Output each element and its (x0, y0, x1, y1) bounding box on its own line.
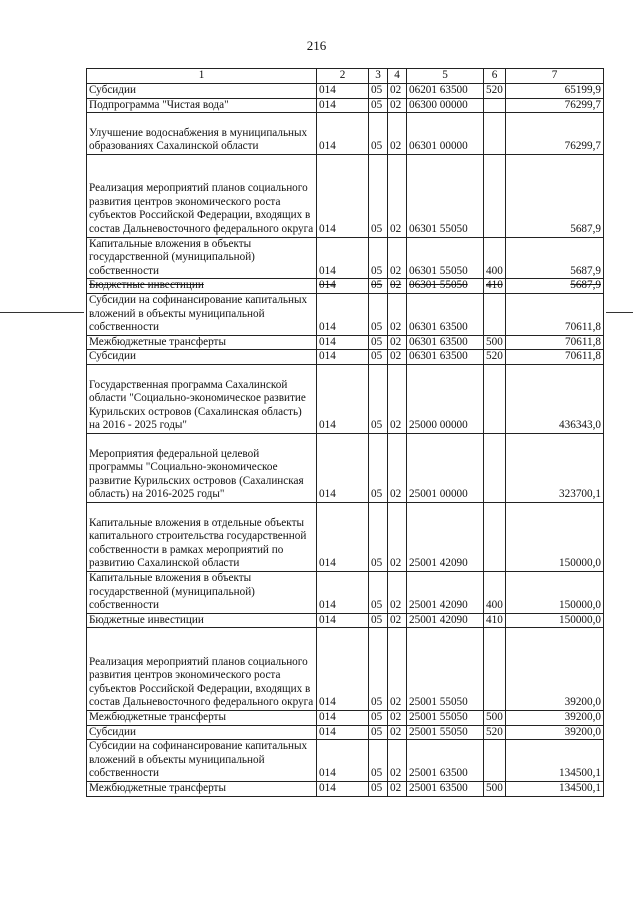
row-name-cell: Бюджетные инвестиции (87, 279, 317, 294)
row-subsection-code: 02 (388, 781, 407, 796)
row-subsection-code: 02 (388, 628, 407, 711)
page-number: 216 (306, 38, 327, 53)
row-target-article-code: 06301 63500 (407, 335, 484, 350)
header-col-5: 5 (407, 69, 484, 84)
row-section-code: 05 (369, 710, 388, 725)
table-row (87, 98, 604, 113)
row-name-cell: Межбюджетные трансферты (87, 335, 317, 350)
header-col-7: 7 (506, 69, 604, 84)
row-subsection-code: 02 (388, 740, 407, 782)
table-row (87, 725, 604, 740)
header-col-2: 2 (317, 69, 369, 84)
table-row (87, 571, 604, 613)
row-sum-value: 76299,7 (506, 98, 604, 113)
table-row (87, 710, 604, 725)
row-ministry-code: 014 (317, 84, 369, 99)
row-section-code: 05 (369, 364, 388, 433)
row-sum-value: 323700,1 (506, 433, 604, 502)
row-ministry-code: 014 (317, 628, 369, 711)
row-name-cell: Субсидии (87, 725, 317, 740)
row-ministry-code: 014 (317, 502, 369, 571)
row-expense-type-code (484, 740, 506, 782)
row-expense-type-code: 500 (484, 710, 506, 725)
row-section-code: 05 (369, 84, 388, 99)
row-subsection-code: 02 (388, 279, 407, 294)
row-expense-type-code (484, 113, 506, 155)
row-ministry-code: 014 (317, 154, 369, 237)
row-sum-value: 150000,0 (506, 571, 604, 613)
row-expense-type-code (484, 433, 506, 502)
row-target-article-code: 25001 55050 (407, 710, 484, 725)
row-target-article-code: 25001 00000 (407, 433, 484, 502)
row-sum-value: 39200,0 (506, 710, 604, 725)
row-target-article-code: 25001 63500 (407, 781, 484, 796)
row-subsection-code: 02 (388, 710, 407, 725)
row-section-code: 05 (369, 98, 388, 113)
row-expense-type-code: 520 (484, 725, 506, 740)
row-expense-type-code: 410 (484, 613, 506, 628)
row-sum-value: 5687,9 (506, 154, 604, 237)
margin-strike-line-right (606, 312, 633, 313)
header-col-1: 1 (87, 69, 317, 84)
row-subsection-code: 02 (388, 350, 407, 365)
table-row (87, 293, 604, 335)
row-name-cell: Реализация мероприятий планов социального развития центров экономического роста субъектов Российской Федерации, входящих в состав Дальневосточного федерального округа (87, 628, 317, 711)
row-section-code: 05 (369, 279, 388, 294)
row-sum-value: 134500,1 (506, 740, 604, 782)
row-name-cell: Подпрограмма "Чистая вода" (87, 98, 317, 113)
row-ministry-code: 014 (317, 710, 369, 725)
row-ministry-code: 014 (317, 364, 369, 433)
row-sum-value: 134500,1 (506, 781, 604, 796)
row-ministry-code: 014 (317, 350, 369, 365)
row-expense-type-code (484, 502, 506, 571)
row-sum-value: 150000,0 (506, 502, 604, 571)
row-target-article-code: 06301 55050 (407, 279, 484, 294)
row-section-code: 05 (369, 502, 388, 571)
header-row (87, 69, 604, 84)
row-ministry-code: 014 (317, 433, 369, 502)
row-section-code: 05 (369, 571, 388, 613)
row-section-code: 05 (369, 350, 388, 365)
row-name-cell: Межбюджетные трансферты (87, 710, 317, 725)
table-row (87, 279, 604, 294)
row-subsection-code: 02 (388, 613, 407, 628)
table-row (87, 364, 604, 433)
row-expense-type-code: 410 (484, 279, 506, 294)
row-target-article-code: 06301 00000 (407, 113, 484, 155)
table-row (87, 84, 604, 99)
row-ministry-code: 014 (317, 571, 369, 613)
row-ministry-code: 014 (317, 237, 369, 279)
row-subsection-code: 02 (388, 84, 407, 99)
row-sum-value: 5687,9 (506, 279, 604, 294)
row-subsection-code: 02 (388, 433, 407, 502)
table-row (87, 740, 604, 782)
row-name-cell: Реализация мероприятий планов социального развития центров экономического роста субъектов Российской Федерации, входящих в состав Дальневосточного федерального округа (87, 154, 317, 237)
row-ministry-code: 014 (317, 98, 369, 113)
row-name-cell: Субсидии на софинансирование капитальных вложений в объекты муниципальной собственности (87, 293, 317, 335)
row-section-code: 05 (369, 725, 388, 740)
row-name-cell: Улучшение водоснабжения в муниципальных образованиях Сахалинской области (87, 113, 317, 155)
row-name-cell: Субсидии (87, 84, 317, 99)
row-section-code: 05 (369, 781, 388, 796)
row-subsection-code: 02 (388, 364, 407, 433)
row-subsection-code: 02 (388, 502, 407, 571)
row-name-cell: Капитальные вложения в объекты государственной (муниципальной) собственности (87, 237, 317, 279)
row-subsection-code: 02 (388, 154, 407, 237)
row-ministry-code: 014 (317, 113, 369, 155)
header-col-4: 4 (388, 69, 407, 84)
row-section-code: 05 (369, 293, 388, 335)
row-subsection-code: 02 (388, 725, 407, 740)
row-target-article-code: 25001 63500 (407, 740, 484, 782)
row-expense-type-code: 500 (484, 781, 506, 796)
row-target-article-code: 25001 42090 (407, 613, 484, 628)
table-row (87, 628, 604, 711)
row-sum-value: 39200,0 (506, 628, 604, 711)
row-name-cell: Межбюджетные трансферты (87, 781, 317, 796)
row-expense-type-code (484, 364, 506, 433)
table-row (87, 113, 604, 155)
row-name-cell: Бюджетные инвестиции (87, 613, 317, 628)
row-target-article-code: 06300 00000 (407, 98, 484, 113)
row-name-cell: Мероприятия федеральной целевой программы "Социально-экономическое развитие Курильских островов (Сахалинская область) на 2016-2025 годы" (87, 433, 317, 502)
row-subsection-code: 02 (388, 237, 407, 279)
row-expense-type-code: 500 (484, 335, 506, 350)
table-row (87, 613, 604, 628)
row-sum-value: 39200,0 (506, 725, 604, 740)
row-section-code: 05 (369, 740, 388, 782)
row-target-article-code: 06301 63500 (407, 293, 484, 335)
table-row (87, 350, 604, 365)
row-name-cell: Государственная программа Сахалинской области "Социально-экономическое развитие Курильских островов (Сахалинская область) на 2016 - 2025 годы" (87, 364, 317, 433)
table-row (87, 154, 604, 237)
row-sum-value: 70611,8 (506, 335, 604, 350)
row-expense-type-code (484, 98, 506, 113)
row-sum-value: 76299,7 (506, 113, 604, 155)
row-target-article-code: 25001 55050 (407, 725, 484, 740)
row-expense-type-code (484, 293, 506, 335)
row-subsection-code: 02 (388, 113, 407, 155)
row-expense-type-code (484, 628, 506, 711)
row-expense-type-code: 400 (484, 571, 506, 613)
row-section-code: 05 (369, 154, 388, 237)
row-section-code: 05 (369, 613, 388, 628)
margin-strike-line-left (0, 312, 84, 313)
row-target-article-code: 25001 55050 (407, 628, 484, 711)
row-expense-type-code (484, 154, 506, 237)
header-col-3: 3 (369, 69, 388, 84)
row-subsection-code: 02 (388, 98, 407, 113)
row-ministry-code: 014 (317, 781, 369, 796)
row-ministry-code: 014 (317, 293, 369, 335)
row-ministry-code: 014 (317, 335, 369, 350)
row-expense-type-code: 400 (484, 237, 506, 279)
row-sum-value: 70611,8 (506, 350, 604, 365)
table-row (87, 781, 604, 796)
budget-table (86, 68, 604, 797)
row-target-article-code: 06301 63500 (407, 350, 484, 365)
table-row (87, 237, 604, 279)
row-sum-value: 436343,0 (506, 364, 604, 433)
row-sum-value: 5687,9 (506, 237, 604, 279)
table-row (87, 502, 604, 571)
row-expense-type-code: 520 (484, 350, 506, 365)
row-target-article-code: 06301 55050 (407, 154, 484, 237)
row-name-cell: Капитальные вложения в отдельные объекты капитального строительства государственной собственности в рамках мероприятий по развитию Сахалинской области (87, 502, 317, 571)
row-subsection-code: 02 (388, 335, 407, 350)
row-section-code: 05 (369, 628, 388, 711)
row-sum-value: 70611,8 (506, 293, 604, 335)
row-name-cell: Капитальные вложения в объекты государственной (муниципальной) собственности (87, 571, 317, 613)
row-expense-type-code: 520 (484, 84, 506, 99)
row-subsection-code: 02 (388, 571, 407, 613)
row-sum-value: 150000,0 (506, 613, 604, 628)
table-body (87, 84, 604, 797)
row-ministry-code: 014 (317, 613, 369, 628)
row-target-article-code: 25001 42090 (407, 502, 484, 571)
row-ministry-code: 014 (317, 740, 369, 782)
row-ministry-code: 014 (317, 725, 369, 740)
row-section-code: 05 (369, 433, 388, 502)
row-target-article-code: 25000 00000 (407, 364, 484, 433)
row-target-article-code: 06301 55050 (407, 237, 484, 279)
header-col-6: 6 (484, 69, 506, 84)
row-name-cell: Субсидии (87, 350, 317, 365)
table-row (87, 335, 604, 350)
row-section-code: 05 (369, 237, 388, 279)
row-section-code: 05 (369, 335, 388, 350)
row-section-code: 05 (369, 113, 388, 155)
row-ministry-code: 014 (317, 279, 369, 294)
row-subsection-code: 02 (388, 293, 407, 335)
row-target-article-code: 25001 42090 (407, 571, 484, 613)
row-target-article-code: 06201 63500 (407, 84, 484, 99)
row-sum-value: 65199,9 (506, 84, 604, 99)
row-name-cell: Субсидии на софинансирование капитальных вложений в объекты муниципальной собственности (87, 740, 317, 782)
table-row (87, 433, 604, 502)
